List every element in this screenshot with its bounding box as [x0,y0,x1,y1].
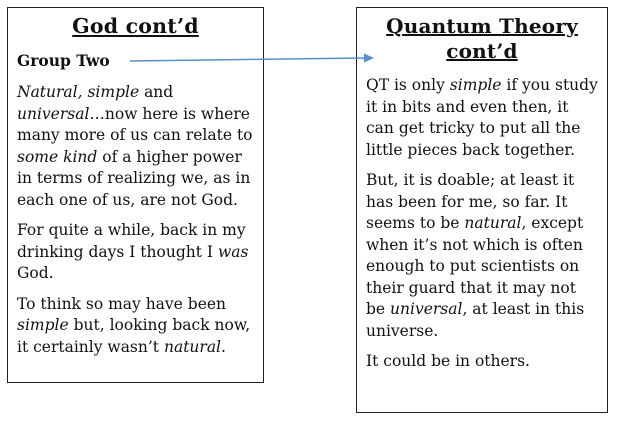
right-text-box [356,7,608,413]
text-run: God. [17,264,54,282]
left-box-subtitle: Group Two [17,51,110,70]
right-paragraph [366,75,598,161]
text-run: To think so may have been [17,294,227,313]
text-run: For quite a while, back in my drinking days I thought I [17,221,246,261]
text-run: …now here is where many more of us can relate to [17,104,253,144]
italic-text-run: simple [449,76,502,94]
left-text-box [7,7,264,383]
text-run: if you study it in bits and even then, it can get tricky to put all the little pieces back together. [366,76,598,159]
italic-text-run: natural [163,337,222,356]
left-paragraph [17,82,254,211]
italic-text-run: universal [17,104,90,123]
right-box-title-line1: Quantum Theory [386,14,578,38]
text-run: but, looking back now, it certainly wasn’t [17,316,251,356]
right-paragraph [366,170,598,342]
left-box-title: God cont’d [72,14,199,38]
text-run: of a higher power in terms of realizing we, as in each one of us, are not God. [17,147,251,209]
right-box-title [366,14,598,64]
text-run: QT is only [366,76,450,94]
right-paragraph [366,351,598,373]
italic-text-run: some kind [17,147,98,166]
italic-text-run: simple [17,316,69,334]
text-run: But, it is doable; at least it has been for me, so far. It seems to be [366,171,575,232]
text-run: and [139,83,174,101]
text-run: . [221,337,226,356]
left-paragraph [17,220,254,285]
right-box-title-line2: cont’d [446,39,518,63]
text-run: , except when it’s not which is often enough to put scientists on their guard that it may not be [366,214,584,318]
left-paragraph [17,294,254,359]
italic-text-run: natural [464,214,522,232]
italic-text-run: Natural, simple [17,83,140,101]
text-run: It could be in others. [366,352,530,370]
italic-text-run: universal [390,300,463,318]
text-run: , at least in this universe. [366,300,585,340]
italic-text-run: was [217,242,249,261]
